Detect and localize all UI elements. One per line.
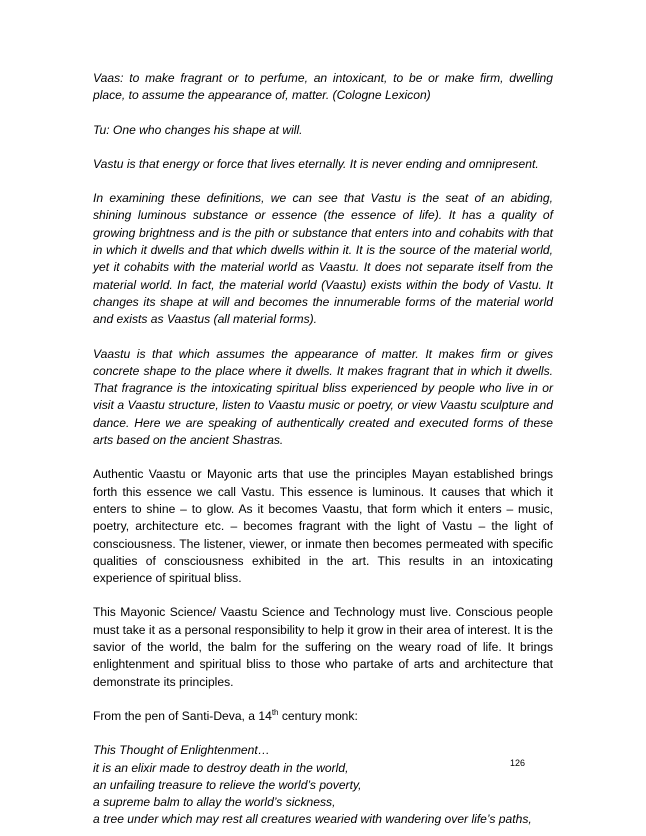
verse-line: a tree under which may rest all creatures wearied with wandering over life’s paths, <box>93 812 532 827</box>
verse-block <box>93 742 553 828</box>
verse-line: a supreme balm to allay the world’s sickness, <box>93 795 336 810</box>
paragraph-examining-definitions: In examining these definitions, we can see that Vastu is the seat of an abiding, shining luminous substance or essence (the essence of life). It has a quality of growing brightness and is the pith or substance that enters into and cohabits with that in which it dwells and that which dwells within it. It is the source of the material world, yet it cohabits with the material world as Vaastu. It does not separate itself from the material world. In fact, the material world (Vaastu) exists within the body of Vastu. It changes its shape at will and becomes the innumerable forms of the material world and exists as Vaastus (all material forms). <box>93 191 553 327</box>
attribution-text-before: From the pen of Santi-Deva, a 14 <box>93 708 272 723</box>
attribution-line <box>93 708 553 725</box>
verse-line: This Thought of Enlightenment… <box>93 743 270 758</box>
document-page <box>93 70 553 829</box>
attribution-superscript: th <box>271 707 279 717</box>
paragraph-authentic-vaastu: Authentic Vaastu or Mayonic arts that use the principles Mayan established brings forth this essence we call Vastu. This essence is luminous. It causes that which it enters to shine – to glow. As it becomes Vaastu, that form which it enters – music, poetry, architecture etc. – becomes fragrant with the light of Vastu – the light of consciousness. The listener, viewer, or inmate then becomes permeated with specific qualities of consciousness exhibited in the art. This results in an intoxicating experience of spiritual bliss. <box>93 467 553 586</box>
paragraph-mayonic-science: This Mayonic Science/ Vaastu Science and Technology must live. Conscious people must take it as a personal responsibility to help it grow in their area of interest. It is the savior of the world, the balm for the suffering on the weary road of life. It brings enlightenment and spiritual bliss to those who partake of arts and architecture that demonstrate its principles. <box>93 605 553 689</box>
definition-vaas: Vaas: to make fragrant or to perfume, an intoxicant, to be or make firm, dwelling place, to assume the appearance of, matter. (Cologne Lexicon) <box>93 71 553 103</box>
page-number: 126 <box>510 758 526 768</box>
verse-line: an unfailing treasure to relieve the world’s poverty, <box>93 777 362 792</box>
definition-vastu: Vastu is that energy or force that lives eternally. It is never ending and omnipresent. <box>93 156 539 171</box>
verse-line: it is an elixir made to destroy death in the world, <box>93 760 349 775</box>
definition-tu: Tu: One who changes his shape at will. <box>93 122 303 137</box>
paragraph-vaastu-matter: Vaastu is that which assumes the appearance of matter. It makes firm or gives concrete shape to the place where it dwells. It makes fragrant that in which it dwells. That fragrance is the intoxicating spiritual bliss experienced by people who live in or visit a Vaastu structure, listen to Vaastu music or poetry, or view Vaastu sculpture and dance. Here we are speaking of authentically created and executed forms of these arts based on the ancient Shastras. <box>93 346 553 448</box>
attribution-text-after: century monk: <box>278 708 358 723</box>
